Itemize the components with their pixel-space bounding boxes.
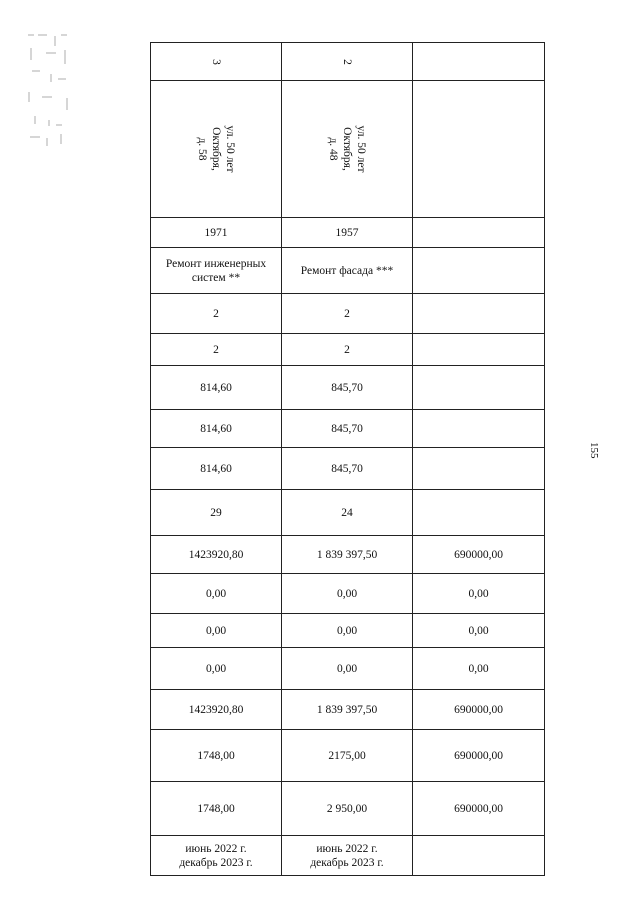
table-cell: 2 [151,294,282,334]
table-cell: 814,60 [151,448,282,490]
table-cell [413,248,545,294]
table-row [151,43,545,81]
table-cell: 1 839 397,50 [282,536,413,574]
table-cell: 29 [151,490,282,536]
table-cell: 1423920,80 [151,690,282,730]
table-cell: 690000,00 [413,782,545,836]
table-row [151,648,545,690]
table-cell: 1 839 397,50 [282,690,413,730]
table-row [151,448,545,490]
table-cell [413,490,545,536]
table-cell: 0,00 [413,614,545,648]
table-cell: 1957 [282,218,413,248]
table-cell: 845,70 [282,448,413,490]
table-row [151,614,545,648]
table-cell: 690000,00 [413,690,545,730]
table-cell: 2 [282,43,413,81]
table-row [151,248,545,294]
table-cell [413,836,545,876]
table-cell: 0,00 [282,574,413,614]
data-table [150,42,545,876]
margin-scan-mark [28,34,70,146]
page-number: 155 [588,442,600,459]
table-cell: 0,00 [413,574,545,614]
table-cell: 814,60 [151,410,282,448]
table-cell: 1748,00 [151,730,282,782]
table-row [151,410,545,448]
table-cell: 845,70 [282,366,413,410]
table-cell [413,334,545,366]
table-cell: 845,70 [282,410,413,448]
table-cell: июнь 2022 г. декабрь 2023 г. [282,836,413,876]
table-cell: ул. 50 лет Октября, д. 58 [151,81,282,218]
table-cell: 0,00 [282,648,413,690]
table-cell [413,218,545,248]
table-cell: Ремонт инженерных систем ** [151,248,282,294]
table-row [151,81,545,218]
table-cell: 2 [282,294,413,334]
table-cell: 1423920,80 [151,536,282,574]
table-cell: 0,00 [151,648,282,690]
table-cell: 2 [151,334,282,366]
table-cell: 690000,00 [413,536,545,574]
table-cell [413,448,545,490]
table-cell: 690000,00 [413,730,545,782]
table-cell [413,294,545,334]
table-cell: Ремонт фасада *** [282,248,413,294]
table-row [151,218,545,248]
table-row [151,574,545,614]
table-cell: ул. 50 лет Октября, д. 48 [282,81,413,218]
table-row [151,536,545,574]
table-cell: 2 950,00 [282,782,413,836]
table-cell: 3 [151,43,282,81]
table-cell: 24 [282,490,413,536]
table-row [151,782,545,836]
table-row [151,334,545,366]
table-cell [413,81,545,218]
table-row [151,836,545,876]
table-cell: 1971 [151,218,282,248]
table-cell [413,366,545,410]
table-cell: 814,60 [151,366,282,410]
table-row [151,730,545,782]
table-cell: 0,00 [282,614,413,648]
table-cell: 0,00 [151,614,282,648]
table-cell: 2175,00 [282,730,413,782]
table-cell: 1748,00 [151,782,282,836]
table-row [151,366,545,410]
table-cell: 0,00 [413,648,545,690]
table-cell: июнь 2022 г. декабрь 2023 г. [151,836,282,876]
table-cell: 2 [282,334,413,366]
table-cell [413,410,545,448]
table-cell: 0,00 [151,574,282,614]
table-row [151,490,545,536]
table-cell [413,43,545,81]
table-row [151,690,545,730]
table-row [151,294,545,334]
